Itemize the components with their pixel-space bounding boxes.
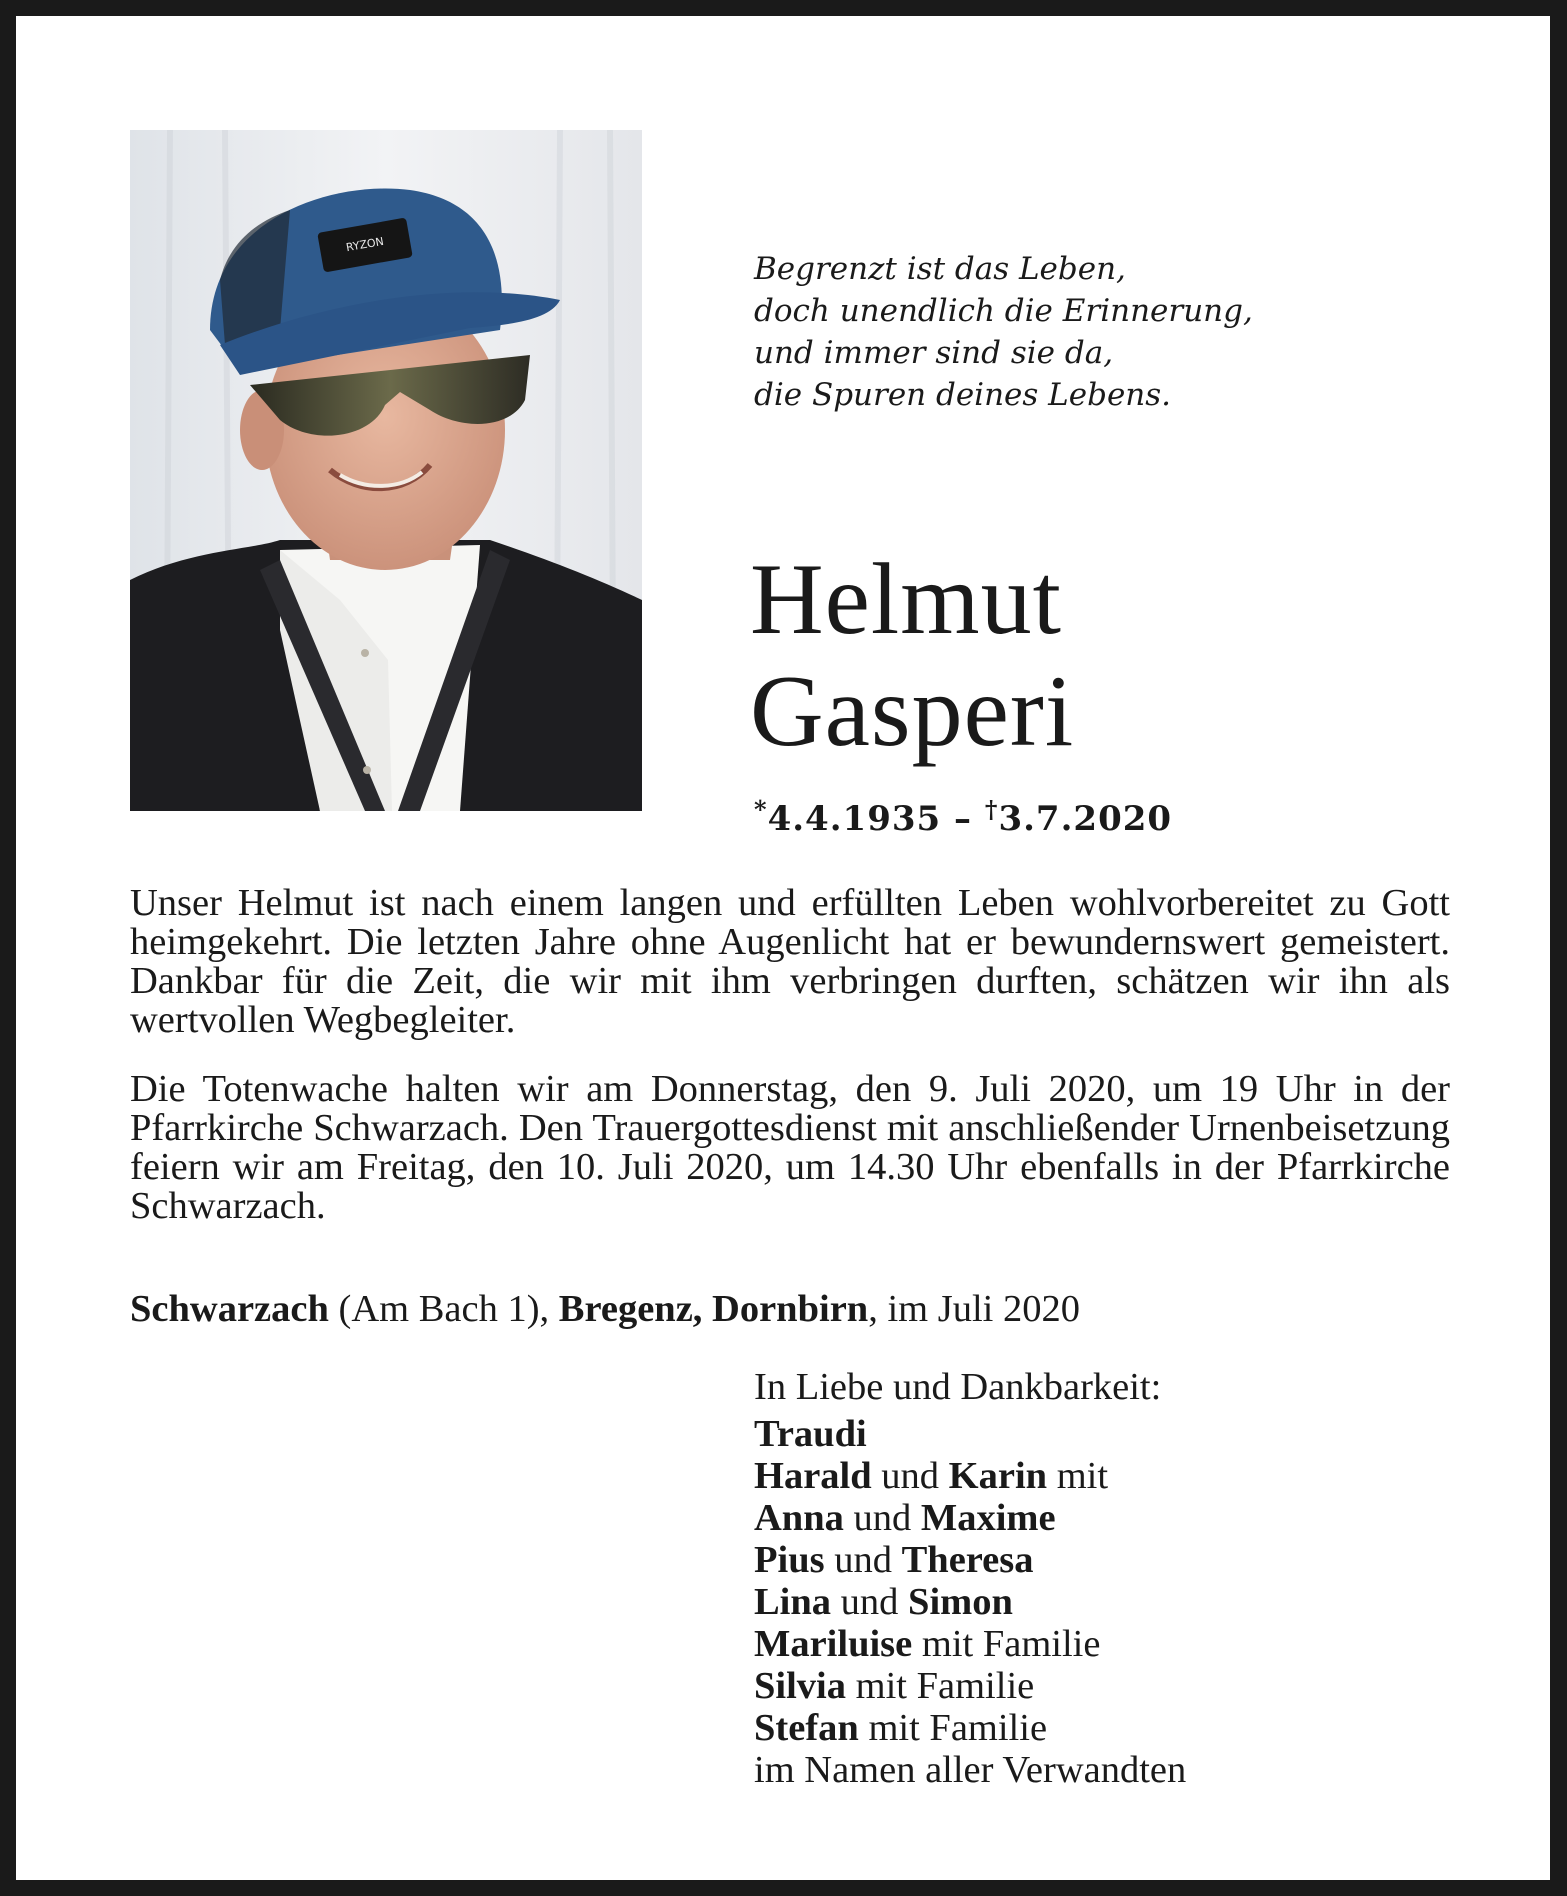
mourner-name: Silvia [754, 1665, 847, 1707]
cap-label: RYZON [345, 234, 385, 255]
poem-line: und immer sind sie da, [754, 335, 1114, 371]
mourner-line [754, 1581, 1186, 1623]
last-name: Gasperi [750, 655, 1075, 768]
connector: und [831, 1581, 909, 1623]
mourner-line [754, 1497, 1186, 1539]
poem-line: die Spuren deines Lebens. [754, 377, 1172, 413]
mourner-line [754, 1455, 1186, 1497]
mourner-name: Karin [948, 1455, 1048, 1497]
mourner-line [754, 1623, 1186, 1665]
connector: und [824, 1539, 902, 1581]
mourners-intro: In Liebe und Dankbarkeit: [754, 1366, 1162, 1408]
mourner-name: Lina [754, 1581, 832, 1623]
portrait-photo [130, 130, 642, 811]
life-dates [754, 790, 1172, 839]
mourner-line [754, 1707, 1186, 1749]
obituary-page [16, 16, 1550, 1880]
place-and-date [130, 1290, 1080, 1329]
mourners-list [754, 1366, 1186, 1791]
mourner-name: Stefan [754, 1707, 859, 1749]
mourner-name: Anna [754, 1497, 844, 1539]
place-town-2: Bregenz, Dornbirn [558, 1288, 869, 1330]
mourner-name: Simon [908, 1581, 1013, 1623]
body-paragraph-2: Die Totenwache halten wir am Donnerstag, den 9. Juli 2020, um 19 Uhr in der Pfarrkirche Schwarzach. Den Trauergottesdienst mit anschließender Urnenbeisetzung feiern wir am Freitag, den 10. Juli 2020, um 14.30 Uhr ebenfalls in der Pfarrkirche Schwarzach. [130, 1068, 1450, 1227]
mourners-closing: im Namen aller Verwandten [754, 1749, 1187, 1791]
deceased-name [750, 544, 1074, 768]
death-cross-icon: † [984, 795, 999, 824]
mourner-name: Harald [754, 1455, 872, 1497]
poem-line: Begrenzt ist das Leben, [754, 251, 1126, 287]
birth-star-icon: * [754, 795, 768, 824]
place-town-1: Schwarzach [130, 1288, 329, 1330]
connector: mit Familie [846, 1665, 1035, 1707]
death-date: 3.7.2020 [998, 799, 1173, 839]
date-separator: – [941, 799, 985, 839]
mourner-line [754, 1413, 1186, 1455]
connector: mit Familie [858, 1707, 1048, 1749]
first-name: Helmut [750, 543, 1062, 656]
place-address: (Am Bach 1), [328, 1288, 559, 1330]
place-date: , im Juli 2020 [868, 1288, 1080, 1330]
body-paragraph-1: Unser Helmut ist nach einem langen und erfüllten Leben wohlvorbereitet zu Gott heimgekehrt. Die letzten Jahre ohne Augenlicht hat er bewundernswert gemeistert. Dankbar für die Zeit, die wir mit ihm verbringen durften, schätzen wir ihn als wertvollen Wegbegleiter. [130, 882, 1450, 1041]
connector: mit [1047, 1455, 1109, 1497]
mourner-name: Theresa [901, 1539, 1034, 1581]
mourner-line [754, 1539, 1186, 1581]
birth-date: 4.4.1935 [767, 799, 942, 839]
connector: und [871, 1455, 949, 1497]
mourner-name: Pius [754, 1539, 825, 1581]
poem [754, 248, 1253, 416]
connector: und [843, 1497, 921, 1539]
poem-line: doch unendlich die Erinnerung, [754, 293, 1253, 329]
mourner-name: Maxime [920, 1497, 1056, 1539]
mourner-name: Traudi [754, 1413, 867, 1455]
portrait-illustration [130, 130, 642, 811]
mourner-line [754, 1665, 1186, 1707]
mourner-name: Mariluise [754, 1623, 913, 1665]
connector: mit Familie [912, 1623, 1101, 1665]
